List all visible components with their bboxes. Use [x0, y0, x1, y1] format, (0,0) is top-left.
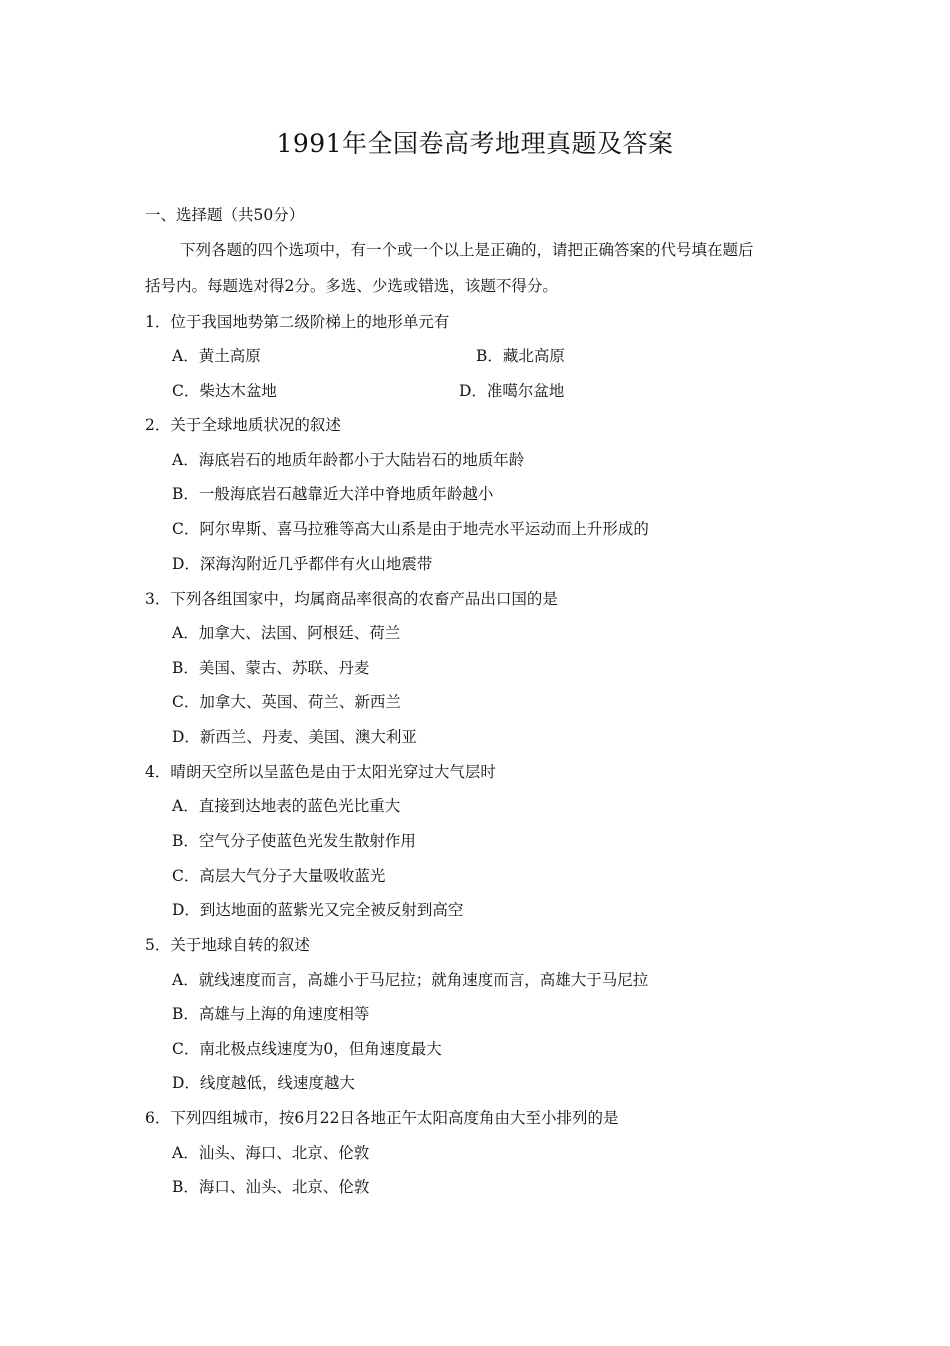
question-1-option-b: B．藏北高原	[476, 347, 565, 365]
question-3-option-b: B．美国、蒙古、苏联、丹麦	[172, 659, 370, 677]
question-2-option-c: C．阿尔卑斯、喜马拉雅等高大山系是由于地壳水平运动而上升形成的	[172, 520, 649, 538]
question-4-option-d: D．到达地面的蓝紫光又完全被反射到高空	[172, 901, 464, 919]
question-4-option-a: A．直接到达地表的蓝色光比重大	[172, 797, 401, 815]
question-3-stem: 3．下列各组国家中，均属商品率很高的农畜产品出口国的是	[145, 590, 558, 608]
question-5-option-d: D．线度越低，线速度越大	[172, 1074, 355, 1092]
instructions-line-1: 下列各题的四个选项中，有一个或一个以上是正确的，请把正确答案的代号填在题后	[180, 241, 754, 259]
question-2-stem: 2．关于全球地质状况的叙述	[145, 416, 341, 434]
question-2-option-d: D．深海沟附近几乎都伴有火山地震带	[172, 555, 433, 573]
question-1-option-c: C．柴达木盆地	[172, 382, 277, 400]
question-5-option-c: C．南北极点线速度为0，但角速度最大	[172, 1040, 442, 1058]
question-6-option-a: A．汕头、海口、北京、伦敦	[172, 1144, 370, 1162]
question-1-stem: 1．位于我国地势第二级阶梯上的地形单元有	[145, 313, 450, 331]
question-3-option-c: C．加拿大、英国、荷兰、新西兰	[172, 693, 401, 711]
section-heading: 一、选择题（共50分）	[145, 206, 305, 224]
question-1-option-d: D．准噶尔盆地	[459, 382, 565, 400]
question-5-stem: 5．关于地球自转的叙述	[145, 936, 310, 954]
question-2-option-a: A．海底岩石的地质年龄都小于大陆岩石的地质年龄	[172, 451, 525, 469]
question-6-option-b: B．海口、汕头、北京、伦敦	[172, 1178, 370, 1196]
question-6-stem: 6．下列四组城市，按6月22日各地正午太阳高度角由大至小排列的是	[145, 1109, 619, 1127]
question-5-option-b: B．高雄与上海的角速度相等	[172, 1005, 370, 1023]
instructions-line-2: 括号内。每题选对得2分。多选、少选或错选，该题不得分。	[145, 277, 558, 295]
question-4-option-c: C．高层大气分子大量吸收蓝光	[172, 867, 386, 885]
page-title: 1991年全国卷高考地理真题及答案	[276, 129, 674, 158]
question-4-option-b: B．空气分子使蓝色光发生散射作用	[172, 832, 416, 850]
question-3-option-d: D．新西兰、丹麦、美国、澳大利亚	[172, 728, 417, 746]
question-1-option-a: A．黄土高原	[172, 347, 261, 365]
question-4-stem: 4．晴朗天空所以呈蓝色是由于太阳光穿过大气层时	[145, 763, 496, 781]
question-3-option-a: A．加拿大、法国、阿根廷、荷兰	[172, 624, 401, 642]
question-2-option-b: B．一般海底岩石越靠近大洋中脊地质年龄越小	[172, 485, 494, 503]
question-5-option-a: A．就线速度而言，高雄小于马尼拉；就角速度而言，高雄大于马尼拉	[172, 971, 649, 989]
